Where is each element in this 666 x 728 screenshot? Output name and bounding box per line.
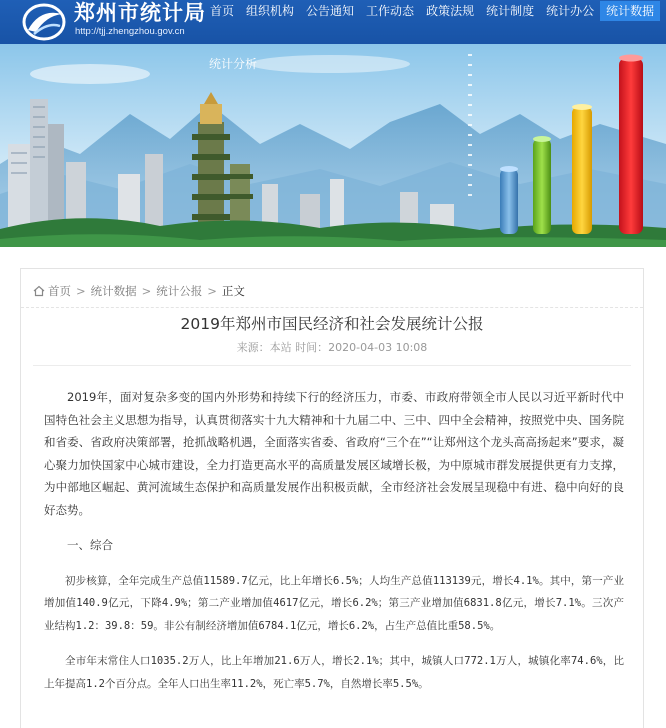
nav-item-statistical-data[interactable]: 统计数据	[600, 1, 660, 21]
breadcrumb	[33, 283, 245, 299]
site-logo[interactable]	[18, 0, 218, 44]
breadcrumb-separator: >	[141, 284, 152, 298]
article-meta: 来源：本站 时间：2020-04-03 10:08	[236, 341, 428, 354]
main-nav	[204, 0, 660, 22]
nav-item-statistical-system[interactable]: 统计制度	[486, 4, 535, 18]
nav-item-home[interactable]: 首页	[210, 4, 235, 18]
article-body	[44, 386, 624, 708]
hero-banner	[0, 44, 666, 247]
nav-item-statistical-office[interactable]: 统计办公	[546, 4, 595, 18]
subnav-item-statistical-analysis[interactable]: 统计分析	[209, 57, 258, 71]
article-divider	[33, 365, 631, 366]
article-title: 2019年郑州市国民经济和社会发展统计公报	[180, 315, 484, 333]
nav-item-policies[interactable]: 政策法规	[426, 4, 475, 18]
site-url: http://tjj.zhengzhou.gov.cn	[75, 26, 185, 37]
city-emblem-icon	[22, 2, 66, 42]
site-header	[0, 0, 666, 44]
nav-item-work-news[interactable]: 工作动态	[366, 4, 415, 18]
section-heading: 一、综合	[67, 538, 113, 552]
home-icon	[33, 285, 45, 297]
article-paragraph: 初步核算，全年完成生产总值11589.7亿元，比上年增长6.5%；人均生产总值113139元，增长4.1%。其中，第一产业增加值140.9亿元，下降4.9%；第二产业增加值4617亿元，增长6.2%；第三产业增加值6831.8亿元，增长7.1%。三次产业结构1.2：39.8：59。非公有制经济增加值6784.1亿元，增长6.2%，占生产总值比重58.5%。	[44, 574, 624, 632]
breadcrumb-item-statistical-data[interactable]: 统计数据	[90, 284, 137, 298]
breadcrumb-divider	[21, 307, 643, 308]
article-paragraph: 2019年，面对复杂多变的国内外形势和持续下行的经济压力，市委、市政府带领全市人民以习近平新时代中国特色社会主义思想为指导，认真贯彻落实十九大精神和十九届二中、三中、四中全会精神，按照党中央、国务院和省委、省政府决策部署，抢抓战略机遇，全面落实省委、省政府“三个在”“让郑州这个龙头高高扬起来”要求，凝心聚力加快国家中心城市建设，全力打造更高水平的高质量发展区域增长极，为中原城市群发展提供更有力支撑，为中部地区崛起、黄河流域生态保护和高质量发展作出积极贡献，全市经济社会发展呈现稳中有进、稳中向好的良好态势。	[44, 390, 624, 517]
city-skyline-illustration	[0, 44, 666, 247]
breadcrumb-current: 正文	[221, 284, 245, 298]
article-paragraph: 全市年末常住人口1035.2万人，比上年增加21.6万人，增长2.1%；其中，城镇人口772.1万人，城镇化率74.6%，比上年提高1.2个百分点。全年人口出生率11.2%，死亡率5.7%，自然增长率5.5%。	[44, 655, 624, 690]
article-card	[20, 268, 644, 728]
site-title: 郑州市统计局	[74, 1, 206, 25]
nav-item-organization[interactable]: 组织机构	[246, 4, 295, 18]
breadcrumb-separator: >	[207, 284, 217, 298]
nav-item-notices[interactable]: 公告通知	[306, 4, 355, 18]
breadcrumb-item-home[interactable]: 首页	[48, 284, 71, 298]
breadcrumb-separator: >	[76, 284, 86, 298]
breadcrumb-item-statistical-bulletin[interactable]: 统计公报	[156, 284, 203, 298]
